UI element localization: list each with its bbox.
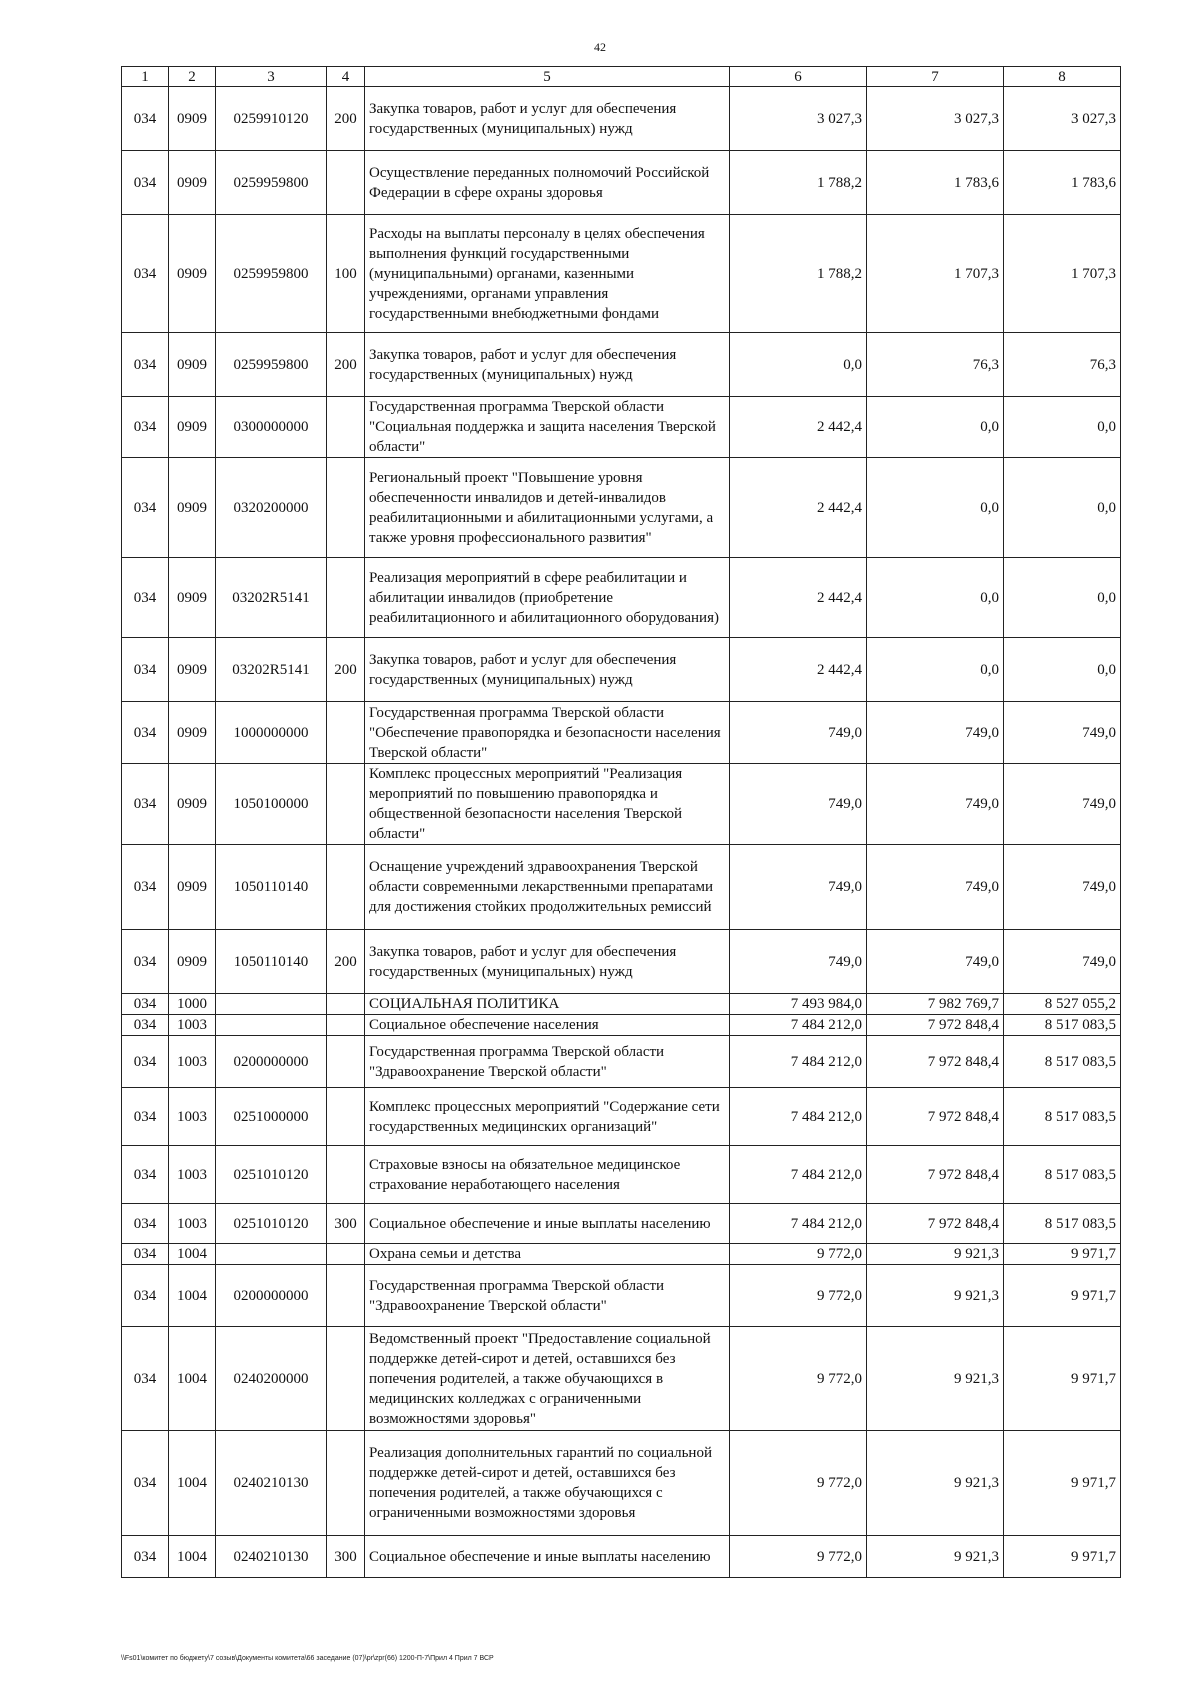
section-code-cell: 1004 bbox=[169, 1244, 216, 1265]
amount-year2-cell: 749,0 bbox=[867, 702, 1004, 764]
amount-year2-cell: 749,0 bbox=[867, 930, 1004, 994]
amount-year3-cell: 749,0 bbox=[1004, 764, 1121, 845]
amount-year2-cell: 9 921,3 bbox=[867, 1244, 1004, 1265]
description-cell: Социальное обеспечение и иные выплаты населению bbox=[365, 1536, 730, 1578]
ministry-code-cell: 034 bbox=[122, 1265, 169, 1327]
ministry-code-cell: 034 bbox=[122, 930, 169, 994]
section-code-cell: 1000 bbox=[169, 994, 216, 1015]
amount-year2-cell: 9 921,3 bbox=[867, 1265, 1004, 1327]
target-code-cell: 1000000000 bbox=[216, 702, 327, 764]
amount-year2-cell: 9 921,3 bbox=[867, 1431, 1004, 1536]
section-code-cell: 1003 bbox=[169, 1204, 216, 1244]
table-row bbox=[122, 845, 1121, 930]
table-row bbox=[122, 215, 1121, 333]
expense-type-cell bbox=[327, 845, 365, 930]
description-cell: Социальное обеспечение и иные выплаты населению bbox=[365, 1204, 730, 1244]
page-number: 42 bbox=[594, 40, 606, 54]
amount-year3-cell: 0,0 bbox=[1004, 397, 1121, 458]
column-header: 3 bbox=[216, 67, 327, 87]
amount-year3-cell: 0,0 bbox=[1004, 638, 1121, 702]
amount-year1-cell: 1 788,2 bbox=[730, 215, 867, 333]
target-code-cell: 0240200000 bbox=[216, 1327, 327, 1431]
ministry-code-cell: 034 bbox=[122, 1015, 169, 1036]
target-code-cell: 1050110140 bbox=[216, 845, 327, 930]
target-code-cell bbox=[216, 994, 327, 1015]
column-header: 4 bbox=[327, 67, 365, 87]
section-code-cell: 0909 bbox=[169, 930, 216, 994]
amount-year1-cell: 7 484 212,0 bbox=[730, 1036, 867, 1088]
ministry-code-cell: 034 bbox=[122, 1146, 169, 1204]
target-code-cell bbox=[216, 1015, 327, 1036]
header-row bbox=[122, 67, 1121, 87]
expense-type-cell bbox=[327, 558, 365, 638]
description-cell: Закупка товаров, работ и услуг для обеспечения государственных (муниципальных) нужд bbox=[365, 333, 730, 397]
ministry-code-cell: 034 bbox=[122, 764, 169, 845]
description-cell: Государственная программа Тверской области "Социальная поддержка и защита населения Тверской области" bbox=[365, 397, 730, 458]
description-cell: Региональный проект "Повышение уровня обеспеченности инвалидов и детей-инвалидов реабилитационными и абилитационными услугами, а также уровня профессионального развития" bbox=[365, 458, 730, 558]
amount-year2-cell: 0,0 bbox=[867, 458, 1004, 558]
section-code-cell: 0909 bbox=[169, 638, 216, 702]
amount-year1-cell: 9 772,0 bbox=[730, 1431, 867, 1536]
amount-year3-cell: 1 783,6 bbox=[1004, 151, 1121, 215]
expense-type-cell bbox=[327, 1244, 365, 1265]
target-code-cell: 0300000000 bbox=[216, 397, 327, 458]
table-row bbox=[122, 1088, 1121, 1146]
section-code-cell: 1003 bbox=[169, 1146, 216, 1204]
column-header: 2 bbox=[169, 67, 216, 87]
target-code-cell: 1050100000 bbox=[216, 764, 327, 845]
amount-year3-cell: 749,0 bbox=[1004, 702, 1121, 764]
description-cell: Социальное обеспечение населения bbox=[365, 1015, 730, 1036]
target-code-cell: 0251010120 bbox=[216, 1204, 327, 1244]
target-code-cell: 03202R5141 bbox=[216, 558, 327, 638]
amount-year1-cell: 7 493 984,0 bbox=[730, 994, 867, 1015]
expense-type-cell: 100 bbox=[327, 215, 365, 333]
section-code-cell: 0909 bbox=[169, 151, 216, 215]
amount-year3-cell: 1 707,3 bbox=[1004, 215, 1121, 333]
footer-file-path: \\Fs01\комитет по бюджету\7 созыв\Документы комитета\66 заседание (07)\pr\zpr(66) 1200-П-7\Прил 4 Прил 7 ВСР bbox=[121, 1655, 494, 1662]
amount-year3-cell: 9 971,7 bbox=[1004, 1265, 1121, 1327]
expense-type-cell: 200 bbox=[327, 638, 365, 702]
expense-type-cell bbox=[327, 764, 365, 845]
amount-year2-cell: 76,3 bbox=[867, 333, 1004, 397]
amount-year3-cell: 8 517 083,5 bbox=[1004, 1146, 1121, 1204]
section-code-cell: 0909 bbox=[169, 215, 216, 333]
table-row bbox=[122, 764, 1121, 845]
description-cell: Ведомственный проект "Предоставление социальной поддержке детей-сирот и детей, оставшихся без попечения родителей, а также обучающихся в медицинских колледжах с ограниченными возможностями здоровья" bbox=[365, 1327, 730, 1431]
table-row bbox=[122, 151, 1121, 215]
table-row bbox=[122, 1244, 1121, 1265]
amount-year3-cell: 749,0 bbox=[1004, 845, 1121, 930]
target-code-cell: 0259959800 bbox=[216, 333, 327, 397]
description-cell: Комплекс процессных мероприятий "Реализация мероприятий по повышению правопорядка и общественной безопасности населения Тверской области" bbox=[365, 764, 730, 845]
ministry-code-cell: 034 bbox=[122, 558, 169, 638]
amount-year1-cell: 749,0 bbox=[730, 930, 867, 994]
column-header: 5 bbox=[365, 67, 730, 87]
section-code-cell: 1004 bbox=[169, 1536, 216, 1578]
description-cell: Реализация мероприятий в сфере реабилитации и абилитации инвалидов (приобретение реабилитационного и абилитационного оборудования) bbox=[365, 558, 730, 638]
table-row bbox=[122, 1015, 1121, 1036]
description-cell: СОЦИАЛЬНАЯ ПОЛИТИКА bbox=[365, 994, 730, 1015]
amount-year3-cell: 8 517 083,5 bbox=[1004, 1036, 1121, 1088]
section-code-cell: 1003 bbox=[169, 1015, 216, 1036]
expense-type-cell: 300 bbox=[327, 1536, 365, 1578]
table-row bbox=[122, 994, 1121, 1015]
amount-year1-cell: 749,0 bbox=[730, 702, 867, 764]
ministry-code-cell: 034 bbox=[122, 845, 169, 930]
ministry-code-cell: 034 bbox=[122, 1244, 169, 1265]
amount-year2-cell: 1 707,3 bbox=[867, 215, 1004, 333]
target-code-cell: 03202R5141 bbox=[216, 638, 327, 702]
amount-year2-cell: 0,0 bbox=[867, 558, 1004, 638]
expense-type-cell bbox=[327, 702, 365, 764]
expense-type-cell bbox=[327, 458, 365, 558]
section-code-cell: 0909 bbox=[169, 845, 216, 930]
ministry-code-cell: 034 bbox=[122, 1088, 169, 1146]
expense-type-cell: 300 bbox=[327, 1204, 365, 1244]
table-row bbox=[122, 1327, 1121, 1431]
column-header: 1 bbox=[122, 67, 169, 87]
description-cell: Охрана семьи и детства bbox=[365, 1244, 730, 1265]
target-code-cell: 1050110140 bbox=[216, 930, 327, 994]
target-code-cell: 0240210130 bbox=[216, 1431, 327, 1536]
description-cell: Государственная программа Тверской области "Здравоохранение Тверской области" bbox=[365, 1036, 730, 1088]
table-row bbox=[122, 1265, 1121, 1327]
column-header: 6 bbox=[730, 67, 867, 87]
amount-year2-cell: 749,0 bbox=[867, 764, 1004, 845]
expense-type-cell bbox=[327, 1088, 365, 1146]
amount-year1-cell: 1 788,2 bbox=[730, 151, 867, 215]
section-code-cell: 0909 bbox=[169, 87, 216, 151]
table-row bbox=[122, 702, 1121, 764]
amount-year2-cell: 9 921,3 bbox=[867, 1327, 1004, 1431]
amount-year1-cell: 7 484 212,0 bbox=[730, 1015, 867, 1036]
amount-year2-cell: 3 027,3 bbox=[867, 87, 1004, 151]
section-code-cell: 0909 bbox=[169, 458, 216, 558]
amount-year1-cell: 9 772,0 bbox=[730, 1327, 867, 1431]
description-cell: Осуществление переданных полномочий Российской Федерации в сфере охраны здоровья bbox=[365, 151, 730, 215]
amount-year2-cell: 0,0 bbox=[867, 397, 1004, 458]
table-row bbox=[122, 1036, 1121, 1088]
target-code-cell: 0240210130 bbox=[216, 1536, 327, 1578]
table-row bbox=[122, 638, 1121, 702]
section-code-cell: 0909 bbox=[169, 764, 216, 845]
ministry-code-cell: 034 bbox=[122, 87, 169, 151]
description-cell: Государственная программа Тверской области "Здравоохранение Тверской области" bbox=[365, 1265, 730, 1327]
amount-year3-cell: 8 517 083,5 bbox=[1004, 1088, 1121, 1146]
section-code-cell: 1004 bbox=[169, 1327, 216, 1431]
description-cell: Закупка товаров, работ и услуг для обеспечения государственных (муниципальных) нужд bbox=[365, 87, 730, 151]
amount-year1-cell: 2 442,4 bbox=[730, 458, 867, 558]
section-code-cell: 0909 bbox=[169, 397, 216, 458]
ministry-code-cell: 034 bbox=[122, 1204, 169, 1244]
ministry-code-cell: 034 bbox=[122, 1327, 169, 1431]
target-code-cell: 0200000000 bbox=[216, 1265, 327, 1327]
section-code-cell: 1003 bbox=[169, 1036, 216, 1088]
amount-year3-cell: 8 527 055,2 bbox=[1004, 994, 1121, 1015]
amount-year2-cell: 7 972 848,4 bbox=[867, 1146, 1004, 1204]
description-cell: Комплекс процессных мероприятий "Содержание сети государственных медицинских организаций" bbox=[365, 1088, 730, 1146]
amount-year3-cell: 9 971,7 bbox=[1004, 1431, 1121, 1536]
expense-type-cell: 200 bbox=[327, 87, 365, 151]
amount-year2-cell: 9 921,3 bbox=[867, 1536, 1004, 1578]
ministry-code-cell: 034 bbox=[122, 1536, 169, 1578]
amount-year1-cell: 749,0 bbox=[730, 764, 867, 845]
section-code-cell: 0909 bbox=[169, 558, 216, 638]
ministry-code-cell: 034 bbox=[122, 333, 169, 397]
description-cell: Реализация дополнительных гарантий по социальной поддержке детей-сирот и детей, оставшихся без попечения родителей, а также обучающихся с ограниченными возможностями здоровья bbox=[365, 1431, 730, 1536]
table-row bbox=[122, 333, 1121, 397]
description-cell: Закупка товаров, работ и услуг для обеспечения государственных (муниципальных) нужд bbox=[365, 930, 730, 994]
amount-year3-cell: 749,0 bbox=[1004, 930, 1121, 994]
target-code-cell bbox=[216, 1244, 327, 1265]
ministry-code-cell: 034 bbox=[122, 215, 169, 333]
amount-year1-cell: 749,0 bbox=[730, 845, 867, 930]
table-row bbox=[122, 1431, 1121, 1536]
description-cell: Страховые взносы на обязательное медицинское страхование неработающего населения bbox=[365, 1146, 730, 1204]
target-code-cell: 0259910120 bbox=[216, 87, 327, 151]
amount-year1-cell: 2 442,4 bbox=[730, 397, 867, 458]
description-cell: Государственная программа Тверской области "Обеспечение правопорядка и безопасности населения Тверской области" bbox=[365, 702, 730, 764]
table-row bbox=[122, 1204, 1121, 1244]
table-row bbox=[122, 397, 1121, 458]
description-cell: Закупка товаров, работ и услуг для обеспечения государственных (муниципальных) нужд bbox=[365, 638, 730, 702]
budget-table bbox=[121, 66, 1121, 1578]
target-code-cell: 0200000000 bbox=[216, 1036, 327, 1088]
ministry-code-cell: 034 bbox=[122, 1431, 169, 1536]
target-code-cell: 0320200000 bbox=[216, 458, 327, 558]
target-code-cell: 0259959800 bbox=[216, 151, 327, 215]
ministry-code-cell: 034 bbox=[122, 1036, 169, 1088]
target-code-cell: 0259959800 bbox=[216, 215, 327, 333]
table-row bbox=[122, 930, 1121, 994]
table-row bbox=[122, 558, 1121, 638]
ministry-code-cell: 034 bbox=[122, 702, 169, 764]
table-row bbox=[122, 87, 1121, 151]
expense-type-cell bbox=[327, 1015, 365, 1036]
amount-year3-cell: 0,0 bbox=[1004, 558, 1121, 638]
target-code-cell: 0251000000 bbox=[216, 1088, 327, 1146]
ministry-code-cell: 034 bbox=[122, 151, 169, 215]
amount-year1-cell: 2 442,4 bbox=[730, 558, 867, 638]
amount-year2-cell: 7 982 769,7 bbox=[867, 994, 1004, 1015]
amount-year2-cell: 7 972 848,4 bbox=[867, 1204, 1004, 1244]
expense-type-cell bbox=[327, 1036, 365, 1088]
column-header: 7 bbox=[867, 67, 1004, 87]
amount-year3-cell: 76,3 bbox=[1004, 333, 1121, 397]
ministry-code-cell: 034 bbox=[122, 458, 169, 558]
amount-year3-cell: 9 971,7 bbox=[1004, 1327, 1121, 1431]
section-code-cell: 1003 bbox=[169, 1088, 216, 1146]
expense-type-cell bbox=[327, 1327, 365, 1431]
amount-year1-cell: 9 772,0 bbox=[730, 1265, 867, 1327]
amount-year2-cell: 7 972 848,4 bbox=[867, 1036, 1004, 1088]
expense-type-cell: 200 bbox=[327, 333, 365, 397]
ministry-code-cell: 034 bbox=[122, 397, 169, 458]
ministry-code-cell: 034 bbox=[122, 994, 169, 1015]
table-row bbox=[122, 458, 1121, 558]
section-code-cell: 0909 bbox=[169, 333, 216, 397]
amount-year1-cell: 9 772,0 bbox=[730, 1536, 867, 1578]
amount-year1-cell: 3 027,3 bbox=[730, 87, 867, 151]
description-cell: Расходы на выплаты персоналу в целях обеспечения выполнения функций государственными (муниципальными) органами, казенными учреждениями, органами управления государственными внебюджетными фондами bbox=[365, 215, 730, 333]
amount-year1-cell: 2 442,4 bbox=[730, 638, 867, 702]
expense-type-cell bbox=[327, 1146, 365, 1204]
amount-year2-cell: 749,0 bbox=[867, 845, 1004, 930]
column-header: 8 bbox=[1004, 67, 1121, 87]
expense-type-cell bbox=[327, 994, 365, 1015]
amount-year3-cell: 8 517 083,5 bbox=[1004, 1204, 1121, 1244]
amount-year1-cell: 0,0 bbox=[730, 333, 867, 397]
amount-year3-cell: 9 971,7 bbox=[1004, 1244, 1121, 1265]
ministry-code-cell: 034 bbox=[122, 638, 169, 702]
amount-year3-cell: 3 027,3 bbox=[1004, 87, 1121, 151]
expense-type-cell bbox=[327, 1431, 365, 1536]
amount-year3-cell: 8 517 083,5 bbox=[1004, 1015, 1121, 1036]
amount-year2-cell: 0,0 bbox=[867, 638, 1004, 702]
amount-year1-cell: 7 484 212,0 bbox=[730, 1088, 867, 1146]
amount-year2-cell: 7 972 848,4 bbox=[867, 1015, 1004, 1036]
amount-year1-cell: 7 484 212,0 bbox=[730, 1204, 867, 1244]
description-cell: Оснащение учреждений здравоохранения Тверской области современными лекарственными препаратами для достижения стойких продолжительных ремиссий bbox=[365, 845, 730, 930]
section-code-cell: 0909 bbox=[169, 702, 216, 764]
amount-year2-cell: 7 972 848,4 bbox=[867, 1088, 1004, 1146]
amount-year3-cell: 9 971,7 bbox=[1004, 1536, 1121, 1578]
section-code-cell: 1004 bbox=[169, 1265, 216, 1327]
table-body bbox=[122, 87, 1121, 1578]
expense-type-cell bbox=[327, 397, 365, 458]
expense-type-cell bbox=[327, 1265, 365, 1327]
amount-year2-cell: 1 783,6 bbox=[867, 151, 1004, 215]
amount-year3-cell: 0,0 bbox=[1004, 458, 1121, 558]
amount-year1-cell: 9 772,0 bbox=[730, 1244, 867, 1265]
table-row bbox=[122, 1146, 1121, 1204]
amount-year1-cell: 7 484 212,0 bbox=[730, 1146, 867, 1204]
target-code-cell: 0251010120 bbox=[216, 1146, 327, 1204]
expense-type-cell: 200 bbox=[327, 930, 365, 994]
table-row bbox=[122, 1536, 1121, 1578]
section-code-cell: 1004 bbox=[169, 1431, 216, 1536]
expense-type-cell bbox=[327, 151, 365, 215]
